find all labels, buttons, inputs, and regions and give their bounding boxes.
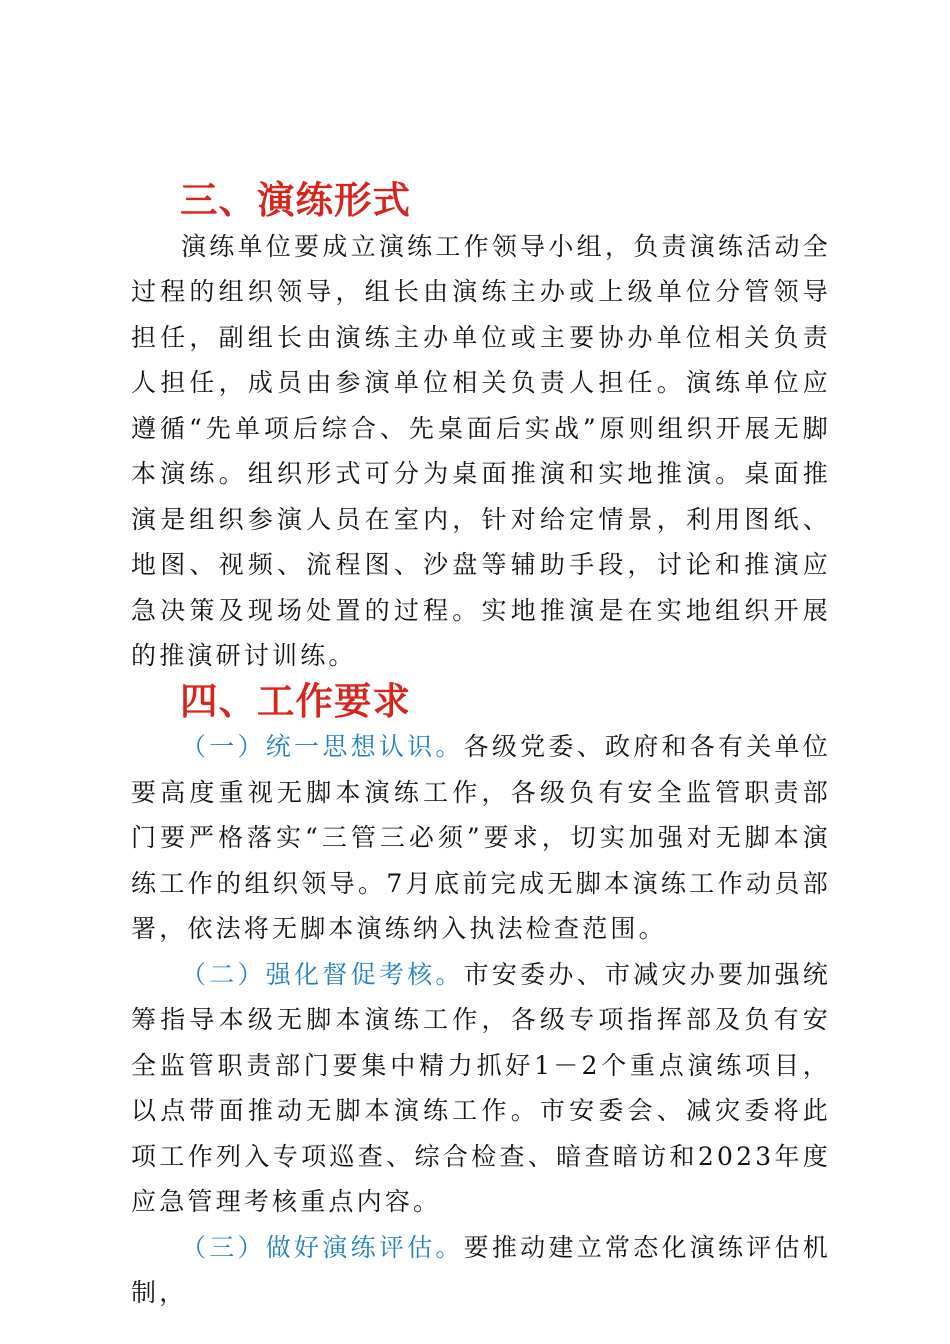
body-strengthen-supervision: 市安委办、市减灾办要加强统筹指导本级无脚本演练工作，各级专项指挥部及负有安全监管职责部门要集中精力抓好1－2个重点演练项目，以点带面推动无脚本演练工作。市安委会、减灾委将此项工作列入专项巡查、综合检查、暗查暗访和2023年度应急管理考核重点内容。 <box>131 959 831 1216</box>
subheading-strengthen-supervision: （二）强化督促考核。 <box>181 959 464 989</box>
paragraph-exercise-form: 演练单位要成立演练工作领导小组，负责演练活动全过程的组织领导，组长由演练主办或上级单位分管领导担任，副组长由演练主办单位或主要协办单位相关负责人担任，成员由参演单位相关负责人担任。演练单位应遵循“先单项后综合、先桌面后实战”原则组织开展无脚本演练。组织形式可分为桌面推演和实地推演。桌面推演是组织参演人员在室内，针对给定情景，利用图纸、地图、视频、流程图、沙盘等辅助手段，讨论和推演应急决策及现场处置的过程。实地推演是在实地组织开展的推演研讨训练。 <box>131 231 831 670</box>
document-body <box>131 178 831 1316</box>
paragraph-strengthen-supervision <box>131 952 831 1225</box>
section-heading-exercise-form: 三、演练形式 <box>180 178 411 222</box>
section-heading-work-requirements: 四、工作要求 <box>180 678 411 723</box>
paragraph-unify-thinking <box>131 724 831 952</box>
paragraph-exercise-evaluation <box>131 1225 831 1316</box>
body-unify-thinking: 各级党委、政府和各有关单位要高度重视无脚本演练工作，各级负有安全监管职责部门要严格落实“三管三必须”要求，切实加强对无脚本演练工作的组织领导。7月底前完成无脚本演练工作动员部署，依法将无脚本演练纳入执法检查范围。 <box>131 732 831 943</box>
subheading-exercise-evaluation: （三）做好演练评估。 <box>181 1232 464 1262</box>
body-exercise-evaluation: 要推动建立常态化演练评估机制， <box>131 1232 831 1307</box>
subheading-unify-thinking: （一）统一思想认识。 <box>181 732 464 761</box>
